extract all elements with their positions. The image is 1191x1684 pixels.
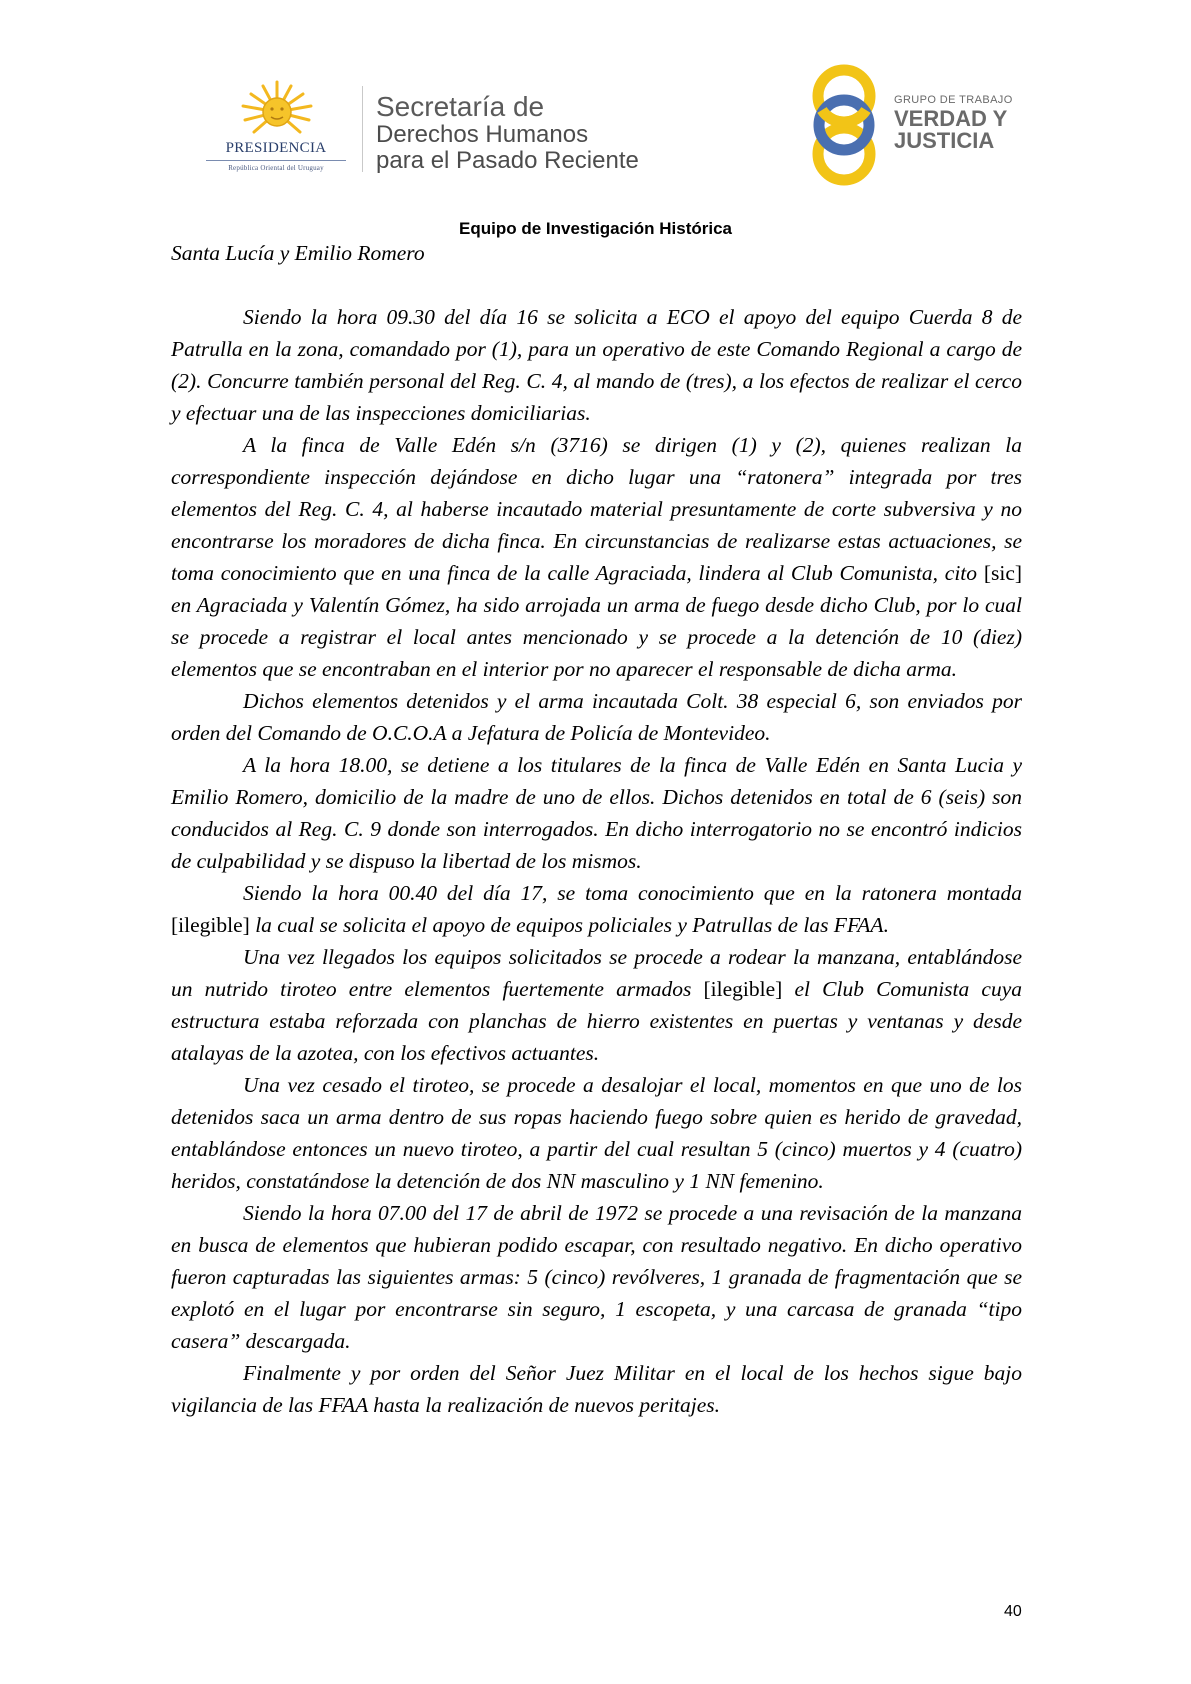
secretaria-line-3: para el Pasado Reciente <box>376 147 639 174</box>
paragraph-1: Siendo la hora 09.30 del día 16 se solicita a ECO el apoyo del equipo Cuerda 8 de Patrulla en la zona, comandado por (1), para un operativo de este Comando Regional a cargo de (2). Concurre también personal del Reg. C. 4, al mando de (tres), a los efectos de realizar el cerco y efectuar una de las inspecciones domiciliarias. <box>171 305 1022 425</box>
section-heading: Santa Lucía y Emilio Romero <box>171 241 425 265</box>
interlocking-rings-icon <box>808 62 888 188</box>
paragraph-6 <box>171 941 1022 1069</box>
secretaria-line-1: Secretaría de <box>376 91 545 122</box>
presidencia-wordmark: PRESIDENCIA <box>225 140 327 156</box>
header-divider <box>362 86 363 172</box>
paragraph-5-part-a: Siendo la hora 00.40 del día 17, se toma conocimiento que en la ratonera montada <box>243 881 1022 905</box>
presidencia-divider <box>206 160 346 161</box>
page-number: 40 <box>1004 1603 1022 1620</box>
paragraph-4: A la hora 18.00, se detiene a los titulares de la finca de Valle Edén en Santa Lucia y Emilio Romero, domicilio de la madre de uno de ellos. Dichos detenidos en total de 6 (seis) son conducidos al Reg. C. 9 donde son interrogados. En dicho interrogatorio no se encontró indicios de culpabilidad y se dispuso la libertad de los mismos. <box>171 753 1022 873</box>
grupo-line-2: VERDAD Y <box>894 106 1008 131</box>
blank-line <box>171 269 1022 301</box>
secretaria-logo-text <box>376 92 639 174</box>
paragraph-2-part-b: en Agraciada y Valentín Gómez, ha sido arrojada un arma de fuego desde dicho Club, por lo cual se procede a registrar el local antes mencionado y se procede a la detención de 10 (diez) elementos que se encontraban en el interior por no aparecer el responsable de dicha arma. <box>171 593 1022 681</box>
paragraph-2-part-a: A la finca de Valle Edén s/n (3716) se dirigen (1) y (2), quienes realizan la correspondiente inspección dejándose en dicho lugar una “ratonera” integrada por tres elementos del Reg. C. 4, al haberse incautado material presuntamente de corte subversiva y no encontrarse los moradores de dicha finca. En circunstancias de realizarse estas actuaciones, se toma conocimiento que en una finca de la calle Agraciada, lindera al Club Comunista, cito <box>171 433 1022 585</box>
grupo-line-3: JUSTICIA <box>894 128 995 153</box>
editorial-note-sic: [sic] <box>983 561 1023 585</box>
paragraph-9: Finalmente y por orden del Señor Juez Militar en el local de los hechos sigue bajo vigilancia de las FFAA hasta la realización de nuevos peritajes. <box>171 1361 1022 1417</box>
editorial-note-ilegible: [ilegible] <box>703 977 783 1001</box>
paragraph-2 <box>171 429 1022 685</box>
grupo-trabajo-logo <box>808 62 1028 188</box>
sun-emblem-icon <box>236 78 318 138</box>
paragraph-6-part-a: Una vez llegados los equipos solicitados se procede a rodear la manzana, entablándose un nutrido tiroteo entre elementos fuertemente armados <box>171 945 1022 1001</box>
paragraph-5-part-b: la cual se solicita el apoyo de equipos policiales y Patrullas de las FFAA. <box>255 913 889 937</box>
grupo-line-1: GRUPO DE TRABAJO <box>894 94 1013 106</box>
paragraph-6-part-b: el Club Comunista cuya estructura estaba reforzada con planchas de hierro existentes en puertas y ventanas y desde atalayas de la azotea, con los efectivos actuantes. <box>171 977 1023 1065</box>
presidencia-logo <box>196 78 356 178</box>
presidencia-subtitle: República Oriental del Uruguay <box>228 164 324 172</box>
paragraph-7: Una vez cesado el tiroteo, se procede a desalojar el local, momentos en que uno de los detenidos saca un arma dentro de sus ropas haciendo fuego sobre quien es herido de gravedad, entablándose entonces un nuevo tiroteo, a partir del cual resultan 5 (cinco) muertos y 4 (cuatro) heridos, constatándose la detención de dos NN masculino y 1 NN femenino. <box>171 1073 1022 1193</box>
secretaria-line-2: Derechos Humanos <box>376 121 589 148</box>
paragraph-5 <box>171 877 1022 941</box>
paragraph-8: Siendo la hora 07.00 del 17 de abril de 1972 se procede a una revisación de la manzana en busca de elementos que hubieran podido escapar, con resultado negativo. En dicho operativo fueron capturadas las siguientes armas: 5 (cinco) revólveres, 1 granada de fragmentación que se explotó en el lugar por encontrarse sin seguro, 1 escopeta, y una carcasa de granada “tipo casera” descargada. <box>171 1201 1022 1353</box>
paragraph-3: Dichos elementos detenidos y el arma incautada Colt. 38 especial 6, son enviados por orden del Comando de O.C.O.A a Jefatura de Policía de Montevideo. <box>171 689 1022 745</box>
editorial-note-ilegible: [ilegible] <box>171 913 250 937</box>
team-title: Equipo de Investigación Histórica <box>459 219 732 238</box>
document-body <box>171 237 1022 1421</box>
